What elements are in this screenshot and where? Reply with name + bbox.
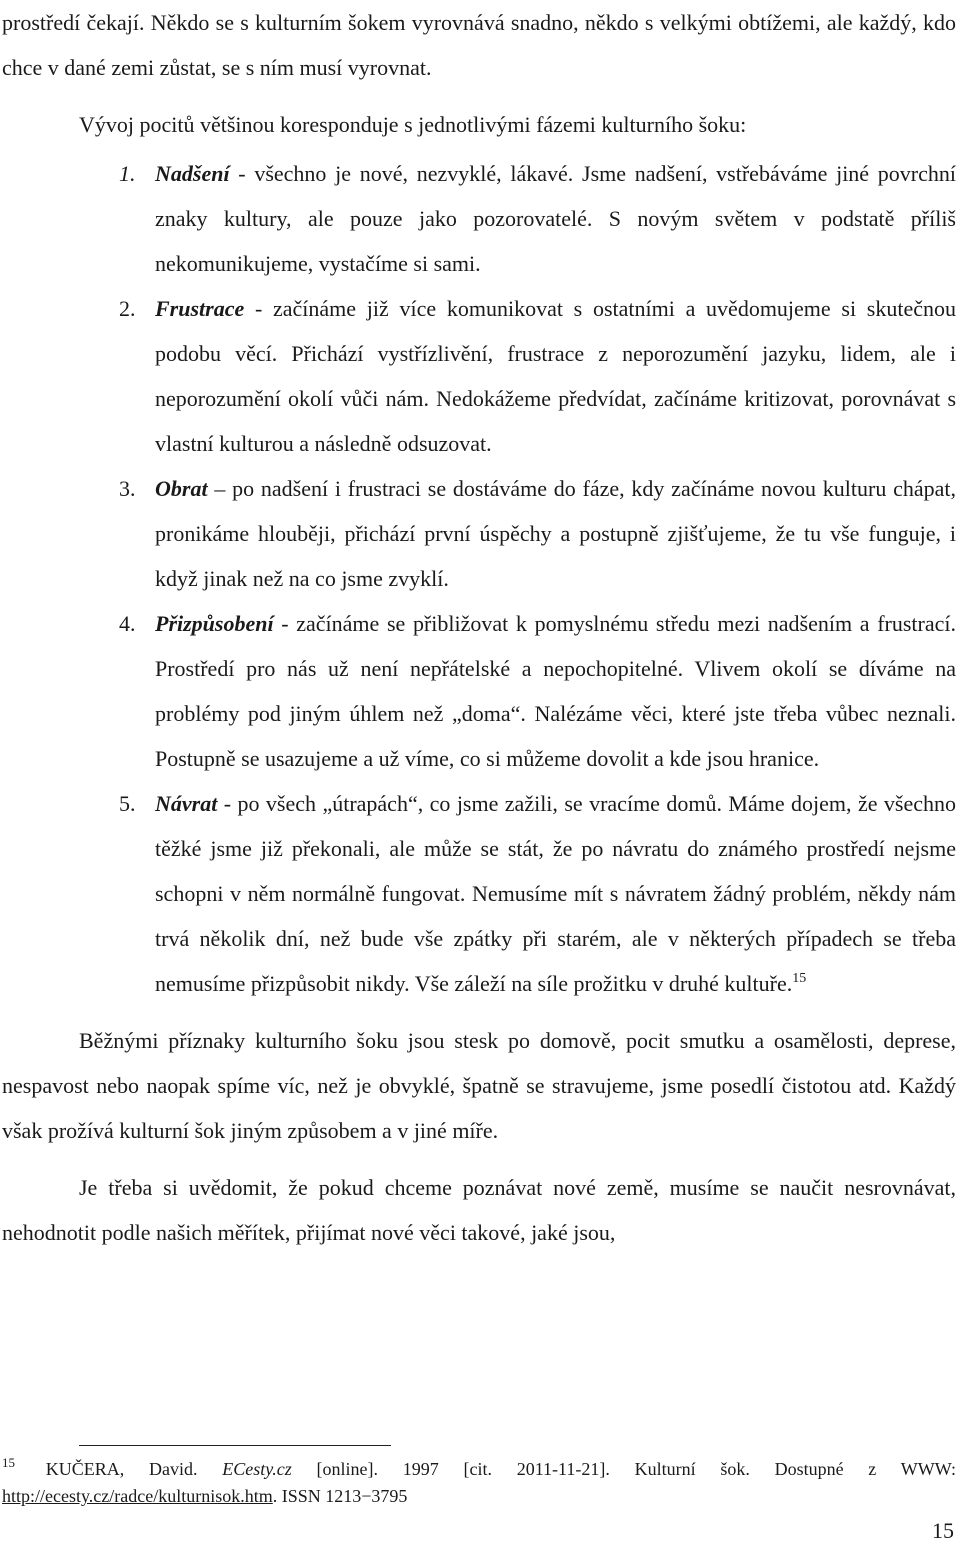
culture-shock-phases-list: [2, 151, 956, 1006]
footnote-reference[interactable]: 15: [792, 971, 807, 986]
phase-description: - všechno je nové, nezvyklé, lákavé. Jsme nadšení, vstřebáváme jiné povrchní znaky kultury, ale pouze jako pozorovatelé. S novým světem v podstatě příliš nekomunikujeme, vystačíme si sami.: [155, 161, 956, 276]
footnote-url-link[interactable]: http://ecesty.cz/radce/kulturnisok.htm: [2, 1486, 273, 1506]
footnote-issn: . ISSN 1213−3795: [272, 1486, 408, 1506]
footnote: [2, 1456, 956, 1510]
phase-number: 1.: [119, 161, 136, 186]
phase-number: 5.: [119, 791, 136, 816]
footnote-separator: [79, 1445, 391, 1446]
phase-item: [2, 781, 956, 1006]
phase-number: 3.: [119, 476, 136, 501]
phase-item: [2, 286, 956, 466]
page-number: 15: [932, 1518, 954, 1543]
footnote-details: [online]. 1997 [cit. 2011-11-21]. Kulturní šok. Dostupné z WWW:: [291, 1459, 957, 1479]
phase-term: Nadšení: [155, 161, 230, 186]
phase-item: [2, 466, 956, 601]
phase-item: [2, 601, 956, 781]
phase-number: 4.: [119, 611, 136, 636]
closing-paragraph: Je třeba si uvědomit, že pokud chceme poznávat nové země, musíme se naučit nesrovnávat, nehodnotit podle našich měřítek, přijímat nové věci takové, jaké jsou,: [2, 1175, 956, 1245]
footnote-title: ECesty.cz: [222, 1459, 292, 1479]
footnote-link: [2, 1486, 407, 1506]
phase-description: - začínáme se přibližovat k pomyslnému středu mezi nadšením a frustrací. Prostředí pro nás už není nepřátelské a nepochopitelné. Vlivem okolí se díváme na problémy pod jiným úhlem než „doma“. Nalézáme věci, které jste třeba vůbec neznali. Postupně se usazujeme a už víme, co si můžeme dovolit a kde jsou hranice.: [155, 611, 956, 771]
phase-description: - po všech „útrapách“, co jsme zažili, se vracíme domů. Máme dojem, že všechno těžké jsme již překonali, ale může se stát, že po návratu do známého prostředí nejsme schopni v něm normálně fungovat. Nemusíme mít s návratem žádný problém, někdy nám trvá několik dní, než bude vše zpátky při starém, ale v některých případech se třeba nemusíme přizpůsobit nikdy. Vše záleží na síle prožitku v druhé kultuře.: [155, 791, 956, 996]
phase-description: - začínáme již více komunikovat s ostatními a uvědomujeme si skutečnou podobu věcí. Přichází vystřízlivění, frustrace z neporozumění jazyku, lidem, ale i neporozumění okolí vůči nám. Nedokážeme předvídat, začínáme kritizovat, porovnávat s vlastní kulturou a následně odsuzovat.: [155, 296, 956, 456]
phase-description: – po nadšení i frustraci se dostáváme do fáze, kdy začínáme novou kulturu chápat, pronikáme hlouběji, přichází první úspěchy a postupně zjišťujeme, že tu vše funguje, i když jinak než na co jsme zvyklí.: [155, 476, 956, 591]
footnote-number: 15: [2, 1455, 15, 1470]
phase-term: Obrat: [155, 476, 208, 501]
phase-number: 2.: [119, 296, 136, 321]
opening-paragraph: prostředí čekají. Někdo se s kulturním šokem vyrovnává snadno, někdo s velkými obtížemi, ale každý, kdo chce v dané zemi zůstat, se s ním musí vyrovnat.: [2, 10, 956, 80]
footnote-author: KUČERA, David.: [45, 1459, 198, 1479]
phases-intro: Vývoj pocitů většinou koresponduje s jednotlivými fázemi kulturního šoku:: [79, 112, 747, 137]
phase-term: Přizpůsobení: [155, 611, 274, 636]
symptoms-paragraph: Běžnými příznaky kulturního šoku jsou stesk po domově, pocit smutku a osamělosti, deprese, nespavost nebo naopak spíme víc, než je obvyklé, špatně se stravujeme, jsme posedlí čistotou atd. Každý však prožívá kulturní šok jiným způsobem a v jiné míře.: [2, 1028, 956, 1143]
phase-item: [2, 151, 956, 286]
phase-term: Návrat: [155, 791, 218, 816]
main-text: [2, 0, 956, 1255]
phase-term: Frustrace: [155, 296, 245, 321]
